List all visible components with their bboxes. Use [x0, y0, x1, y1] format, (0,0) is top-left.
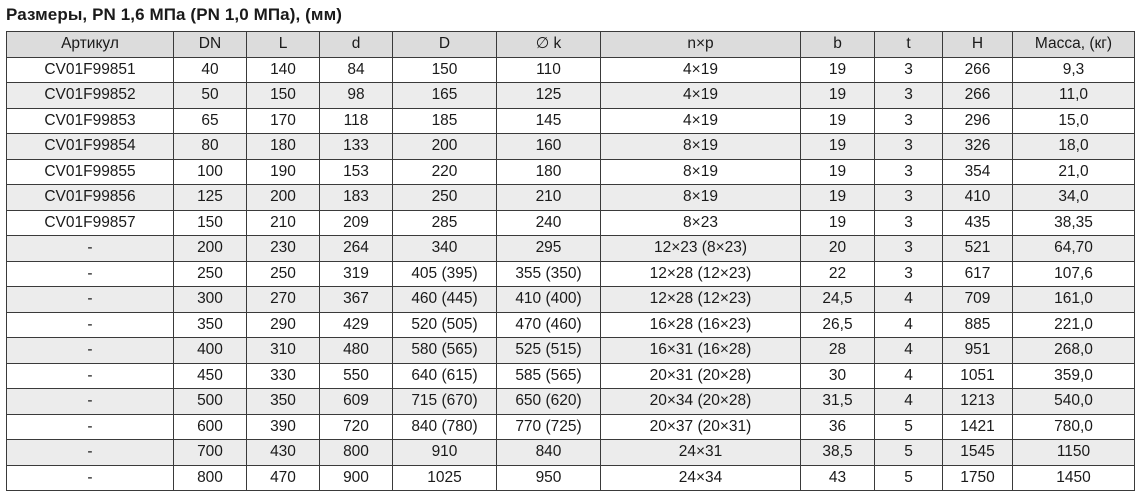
cell-h: 354 — [943, 159, 1013, 185]
cell-dn: 700 — [174, 440, 247, 466]
cell-t: 4 — [875, 312, 943, 338]
cell-l: 180 — [247, 134, 320, 160]
cell-dn: 65 — [174, 108, 247, 134]
cell-dn: 450 — [174, 363, 247, 389]
cell-n-x-p: 20×37 (20×31) — [601, 414, 801, 440]
cell-h: 1051 — [943, 363, 1013, 389]
cell-mass: 64,70 — [1013, 236, 1135, 262]
cell-k: 650 (620) — [497, 389, 601, 415]
table-row — [7, 389, 1135, 415]
dimensions-table — [6, 31, 1135, 491]
table-row — [7, 338, 1135, 364]
cell-t: 5 — [875, 414, 943, 440]
column-header-h: H — [943, 32, 1013, 58]
cell-article: CV01F99854 — [7, 134, 174, 160]
cell-t: 3 — [875, 134, 943, 160]
cell-b: 19 — [801, 57, 875, 83]
table-body — [7, 57, 1135, 491]
cell-h: 951 — [943, 338, 1013, 364]
column-header-mass: Масса, (кг) — [1013, 32, 1135, 58]
cell-l: 430 — [247, 440, 320, 466]
cell-mass: 38,35 — [1013, 210, 1135, 236]
cell-k: 145 — [497, 108, 601, 134]
table-row — [7, 57, 1135, 83]
cell-l: 270 — [247, 287, 320, 313]
cell-b: 19 — [801, 108, 875, 134]
cell-b: 19 — [801, 210, 875, 236]
cell-mass: 161,0 — [1013, 287, 1135, 313]
cell-n-x-p: 8×19 — [601, 185, 801, 211]
cell-d: 720 — [320, 414, 393, 440]
cell-big-d: 220 — [393, 159, 497, 185]
cell-n-x-p: 8×19 — [601, 159, 801, 185]
column-header-k: ∅ k — [497, 32, 601, 58]
cell-k: 470 (460) — [497, 312, 601, 338]
cell-d: 98 — [320, 83, 393, 109]
cell-big-d: 460 (445) — [393, 287, 497, 313]
cell-n-x-p: 8×23 — [601, 210, 801, 236]
cell-dn: 100 — [174, 159, 247, 185]
cell-k: 950 — [497, 465, 601, 491]
cell-dn: 500 — [174, 389, 247, 415]
cell-mass: 268,0 — [1013, 338, 1135, 364]
cell-k: 840 — [497, 440, 601, 466]
cell-dn: 300 — [174, 287, 247, 313]
cell-h: 266 — [943, 57, 1013, 83]
cell-dn: 50 — [174, 83, 247, 109]
cell-k: 180 — [497, 159, 601, 185]
cell-big-d: 640 (615) — [393, 363, 497, 389]
cell-dn: 800 — [174, 465, 247, 491]
table-row — [7, 210, 1135, 236]
cell-t: 3 — [875, 108, 943, 134]
cell-t: 4 — [875, 363, 943, 389]
cell-d: 609 — [320, 389, 393, 415]
cell-n-x-p: 16×31 (16×28) — [601, 338, 801, 364]
cell-b: 19 — [801, 83, 875, 109]
cell-n-x-p: 20×31 (20×28) — [601, 363, 801, 389]
cell-k: 355 (350) — [497, 261, 601, 287]
cell-l: 230 — [247, 236, 320, 262]
cell-big-d: 285 — [393, 210, 497, 236]
cell-l: 170 — [247, 108, 320, 134]
cell-article: - — [7, 414, 174, 440]
table-row — [7, 108, 1135, 134]
table-row — [7, 363, 1135, 389]
cell-big-d: 165 — [393, 83, 497, 109]
cell-big-d: 340 — [393, 236, 497, 262]
cell-d: 84 — [320, 57, 393, 83]
cell-l: 390 — [247, 414, 320, 440]
cell-t: 3 — [875, 261, 943, 287]
cell-l: 350 — [247, 389, 320, 415]
cell-b: 24,5 — [801, 287, 875, 313]
cell-b: 38,5 — [801, 440, 875, 466]
cell-n-x-p: 12×28 (12×23) — [601, 261, 801, 287]
cell-n-x-p: 4×19 — [601, 83, 801, 109]
cell-b: 19 — [801, 134, 875, 160]
cell-article: - — [7, 261, 174, 287]
cell-d: 367 — [320, 287, 393, 313]
cell-d: 429 — [320, 312, 393, 338]
cell-k: 525 (515) — [497, 338, 601, 364]
cell-mass: 9,3 — [1013, 57, 1135, 83]
cell-l: 190 — [247, 159, 320, 185]
cell-big-d: 250 — [393, 185, 497, 211]
cell-dn: 150 — [174, 210, 247, 236]
cell-mass: 107,6 — [1013, 261, 1135, 287]
cell-article: CV01F99855 — [7, 159, 174, 185]
cell-article: - — [7, 338, 174, 364]
cell-big-d: 840 (780) — [393, 414, 497, 440]
cell-big-d: 200 — [393, 134, 497, 160]
cell-h: 1213 — [943, 389, 1013, 415]
column-header-dn: DN — [174, 32, 247, 58]
cell-big-d: 520 (505) — [393, 312, 497, 338]
column-header-n-x-p: n×p — [601, 32, 801, 58]
table-row — [7, 312, 1135, 338]
cell-l: 200 — [247, 185, 320, 211]
cell-d: 480 — [320, 338, 393, 364]
cell-l: 150 — [247, 83, 320, 109]
cell-l: 330 — [247, 363, 320, 389]
table-row — [7, 287, 1135, 313]
cell-h: 410 — [943, 185, 1013, 211]
cell-t: 3 — [875, 83, 943, 109]
cell-n-x-p: 4×19 — [601, 108, 801, 134]
column-header-b: b — [801, 32, 875, 58]
cell-article: - — [7, 363, 174, 389]
column-header-article: Артикул — [7, 32, 174, 58]
cell-l: 310 — [247, 338, 320, 364]
cell-b: 31,5 — [801, 389, 875, 415]
cell-l: 470 — [247, 465, 320, 491]
cell-dn: 40 — [174, 57, 247, 83]
cell-d: 550 — [320, 363, 393, 389]
cell-k: 125 — [497, 83, 601, 109]
cell-mass: 18,0 — [1013, 134, 1135, 160]
cell-b: 19 — [801, 185, 875, 211]
cell-t: 4 — [875, 338, 943, 364]
cell-k: 110 — [497, 57, 601, 83]
cell-article: CV01F99853 — [7, 108, 174, 134]
table-row — [7, 83, 1135, 109]
header-row — [7, 32, 1135, 58]
cell-dn: 200 — [174, 236, 247, 262]
cell-article: CV01F99856 — [7, 185, 174, 211]
cell-k: 410 (400) — [497, 287, 601, 313]
column-header-t: t — [875, 32, 943, 58]
cell-d: 900 — [320, 465, 393, 491]
cell-h: 435 — [943, 210, 1013, 236]
cell-h: 266 — [943, 83, 1013, 109]
cell-mass: 21,0 — [1013, 159, 1135, 185]
cell-k: 585 (565) — [497, 363, 601, 389]
cell-t: 3 — [875, 185, 943, 211]
table-row — [7, 261, 1135, 287]
cell-big-d: 715 (670) — [393, 389, 497, 415]
cell-b: 43 — [801, 465, 875, 491]
cell-d: 153 — [320, 159, 393, 185]
cell-b: 28 — [801, 338, 875, 364]
cell-mass: 359,0 — [1013, 363, 1135, 389]
cell-d: 319 — [320, 261, 393, 287]
cell-big-d: 405 (395) — [393, 261, 497, 287]
cell-n-x-p: 24×31 — [601, 440, 801, 466]
cell-t: 5 — [875, 440, 943, 466]
cell-l: 250 — [247, 261, 320, 287]
cell-mass: 1450 — [1013, 465, 1135, 491]
cell-mass: 221,0 — [1013, 312, 1135, 338]
cell-d: 264 — [320, 236, 393, 262]
cell-t: 4 — [875, 389, 943, 415]
cell-b: 22 — [801, 261, 875, 287]
cell-k: 295 — [497, 236, 601, 262]
cell-t: 3 — [875, 236, 943, 262]
cell-big-d: 150 — [393, 57, 497, 83]
cell-k: 770 (725) — [497, 414, 601, 440]
cell-article: CV01F99852 — [7, 83, 174, 109]
cell-article: CV01F99851 — [7, 57, 174, 83]
cell-n-x-p: 24×34 — [601, 465, 801, 491]
cell-mass: 11,0 — [1013, 83, 1135, 109]
cell-l: 210 — [247, 210, 320, 236]
cell-dn: 250 — [174, 261, 247, 287]
cell-h: 1750 — [943, 465, 1013, 491]
cell-t: 5 — [875, 465, 943, 491]
cell-h: 885 — [943, 312, 1013, 338]
cell-h: 709 — [943, 287, 1013, 313]
cell-article: - — [7, 236, 174, 262]
cell-l: 140 — [247, 57, 320, 83]
cell-big-d: 910 — [393, 440, 497, 466]
cell-b: 20 — [801, 236, 875, 262]
cell-n-x-p: 20×34 (20×28) — [601, 389, 801, 415]
column-header-big-d: D — [393, 32, 497, 58]
cell-n-x-p: 8×19 — [601, 134, 801, 160]
column-header-l: L — [247, 32, 320, 58]
cell-article: - — [7, 389, 174, 415]
cell-n-x-p: 12×28 (12×23) — [601, 287, 801, 313]
cell-k: 210 — [497, 185, 601, 211]
cell-mass: 34,0 — [1013, 185, 1135, 211]
cell-d: 209 — [320, 210, 393, 236]
cell-b: 26,5 — [801, 312, 875, 338]
cell-n-x-p: 12×23 (8×23) — [601, 236, 801, 262]
table-row — [7, 465, 1135, 491]
cell-mass: 780,0 — [1013, 414, 1135, 440]
cell-t: 3 — [875, 210, 943, 236]
cell-b: 36 — [801, 414, 875, 440]
cell-article: - — [7, 465, 174, 491]
cell-d: 118 — [320, 108, 393, 134]
cell-article: - — [7, 287, 174, 313]
column-header-d: d — [320, 32, 393, 58]
cell-h: 296 — [943, 108, 1013, 134]
cell-article: CV01F99857 — [7, 210, 174, 236]
cell-mass: 540,0 — [1013, 389, 1135, 415]
cell-mass: 15,0 — [1013, 108, 1135, 134]
cell-d: 183 — [320, 185, 393, 211]
cell-d: 133 — [320, 134, 393, 160]
cell-k: 240 — [497, 210, 601, 236]
cell-big-d: 185 — [393, 108, 497, 134]
cell-dn: 125 — [174, 185, 247, 211]
cell-t: 3 — [875, 57, 943, 83]
cell-k: 160 — [497, 134, 601, 160]
cell-article: - — [7, 312, 174, 338]
cell-t: 4 — [875, 287, 943, 313]
cell-big-d: 1025 — [393, 465, 497, 491]
table-row — [7, 440, 1135, 466]
table-row — [7, 159, 1135, 185]
cell-mass: 1150 — [1013, 440, 1135, 466]
cell-article: - — [7, 440, 174, 466]
cell-h: 1545 — [943, 440, 1013, 466]
cell-b: 19 — [801, 159, 875, 185]
table-row — [7, 236, 1135, 262]
cell-t: 3 — [875, 159, 943, 185]
cell-dn: 80 — [174, 134, 247, 160]
cell-b: 30 — [801, 363, 875, 389]
cell-n-x-p: 16×28 (16×23) — [601, 312, 801, 338]
cell-big-d: 580 (565) — [393, 338, 497, 364]
cell-l: 290 — [247, 312, 320, 338]
cell-d: 800 — [320, 440, 393, 466]
table-row — [7, 134, 1135, 160]
cell-h: 326 — [943, 134, 1013, 160]
cell-dn: 400 — [174, 338, 247, 364]
cell-n-x-p: 4×19 — [601, 57, 801, 83]
cell-h: 1421 — [943, 414, 1013, 440]
cell-dn: 350 — [174, 312, 247, 338]
cell-h: 617 — [943, 261, 1013, 287]
cell-h: 521 — [943, 236, 1013, 262]
table-title: Размеры, PN 1,6 МПа (PN 1,0 МПа), (мм) — [6, 5, 343, 24]
table-row — [7, 414, 1135, 440]
cell-dn: 600 — [174, 414, 247, 440]
table-row — [7, 185, 1135, 211]
